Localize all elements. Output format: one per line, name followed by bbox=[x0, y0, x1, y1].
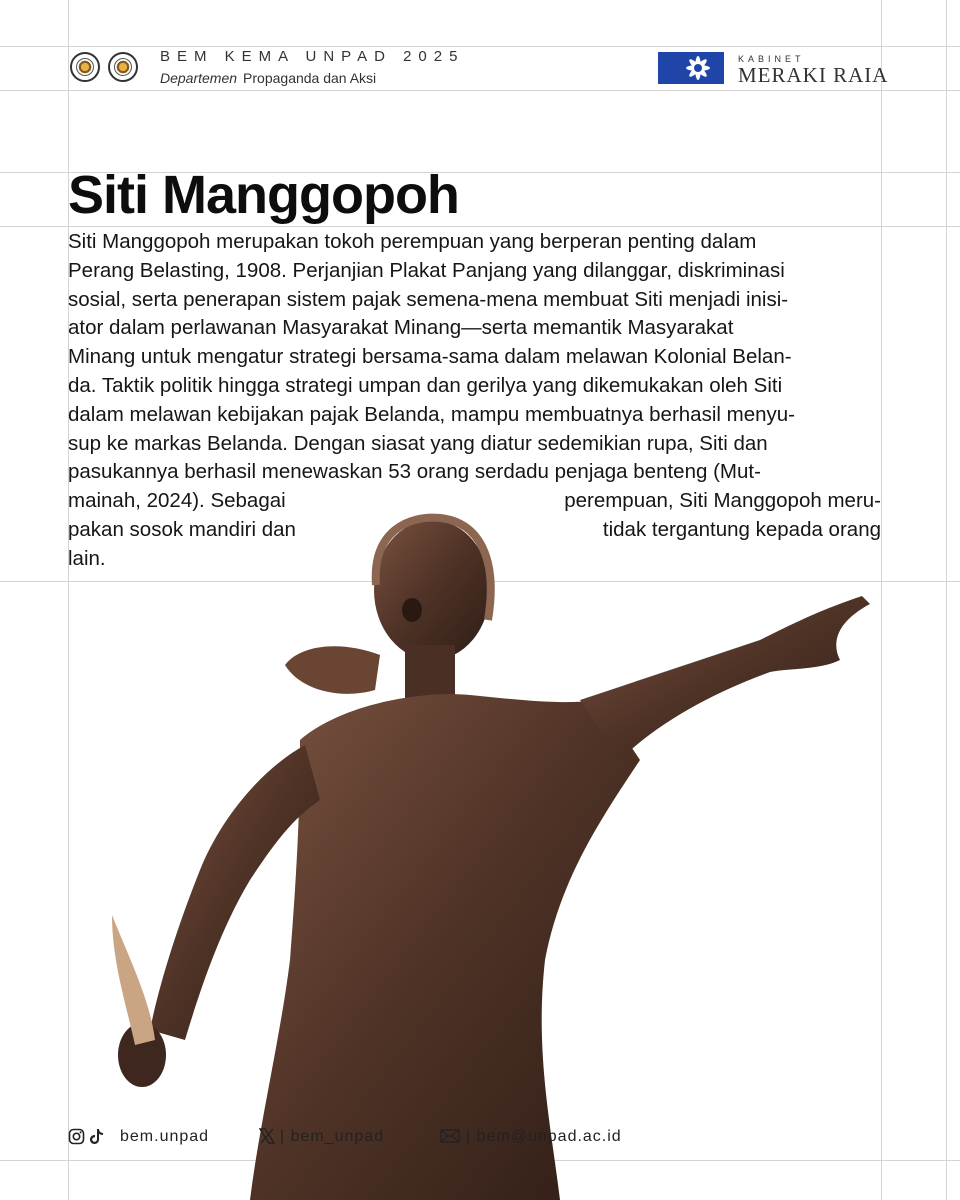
article-body bbox=[68, 228, 881, 574]
body-line-right: perempuan, Siti Manggopoh meru- bbox=[564, 489, 881, 513]
x-handle[interactable]: | bem_unpad bbox=[280, 1128, 385, 1145]
instagram-icon[interactable] bbox=[68, 1128, 85, 1150]
social-handle[interactable]: bem.unpad bbox=[120, 1128, 210, 1145]
body-line: da. Taktik politik hingga strategi umpan dan gerilya yang dikemukakan oleh Siti bbox=[68, 373, 783, 397]
body-line: Perang Belasting, 1908. Perjanjian Plakat Panjang yang dilanggar, diskriminasi bbox=[68, 258, 785, 282]
article-title: Siti Manggopoh bbox=[68, 165, 459, 225]
tiktok-icon[interactable] bbox=[89, 1128, 104, 1150]
body-line: sup ke markas Belanda. Dengan siasat yang diatur sedemikian rupa, Siti dan bbox=[68, 431, 768, 455]
body-line: sosial, serta penerapan sistem pajak semena-mena membuat Siti menjadi inisi- bbox=[68, 287, 789, 311]
department-prefix: Departemen bbox=[160, 70, 238, 86]
mail-icon[interactable] bbox=[440, 1128, 460, 1149]
email-address[interactable]: | bem@unpad.ac.id bbox=[466, 1128, 622, 1145]
body-line-split bbox=[68, 487, 881, 516]
x-icon[interactable] bbox=[259, 1128, 275, 1149]
cabinet-label: KABINET bbox=[738, 54, 805, 64]
body-line: ator dalam perlawanan Masyarakat Minang—serta memantik Masyarakat bbox=[68, 316, 734, 340]
body-line-left: pakan sosok mandiri dan bbox=[68, 517, 296, 541]
body-line: dalam melawan kebijakan pajak Belanda, mampu membuatnya berhasil menyu- bbox=[68, 402, 795, 426]
body-line: pasukannya berhasil menewaskan 53 orang serdadu penjaga benteng (Mut- bbox=[68, 460, 761, 484]
organization-name: BEM KEMA UNPAD 2025 bbox=[160, 48, 465, 65]
body-line: Minang untuk mengatur strategi bersama-sama dalam melawan Kolonial Belan- bbox=[68, 345, 792, 369]
body-line-right: tidak tergantung kepada orang bbox=[602, 517, 881, 541]
body-line-left: mainah, 2024). Sebagai bbox=[68, 489, 286, 513]
body-line-split bbox=[68, 516, 881, 545]
cabinet-name: MERAKI RAIA bbox=[738, 63, 889, 87]
body-line: Siti Manggopoh merupakan tokoh perempuan yang berperan penting dalam bbox=[68, 230, 757, 253]
department-title: Propaganda dan Aksi bbox=[243, 70, 377, 86]
body-line: lain. bbox=[68, 546, 106, 570]
